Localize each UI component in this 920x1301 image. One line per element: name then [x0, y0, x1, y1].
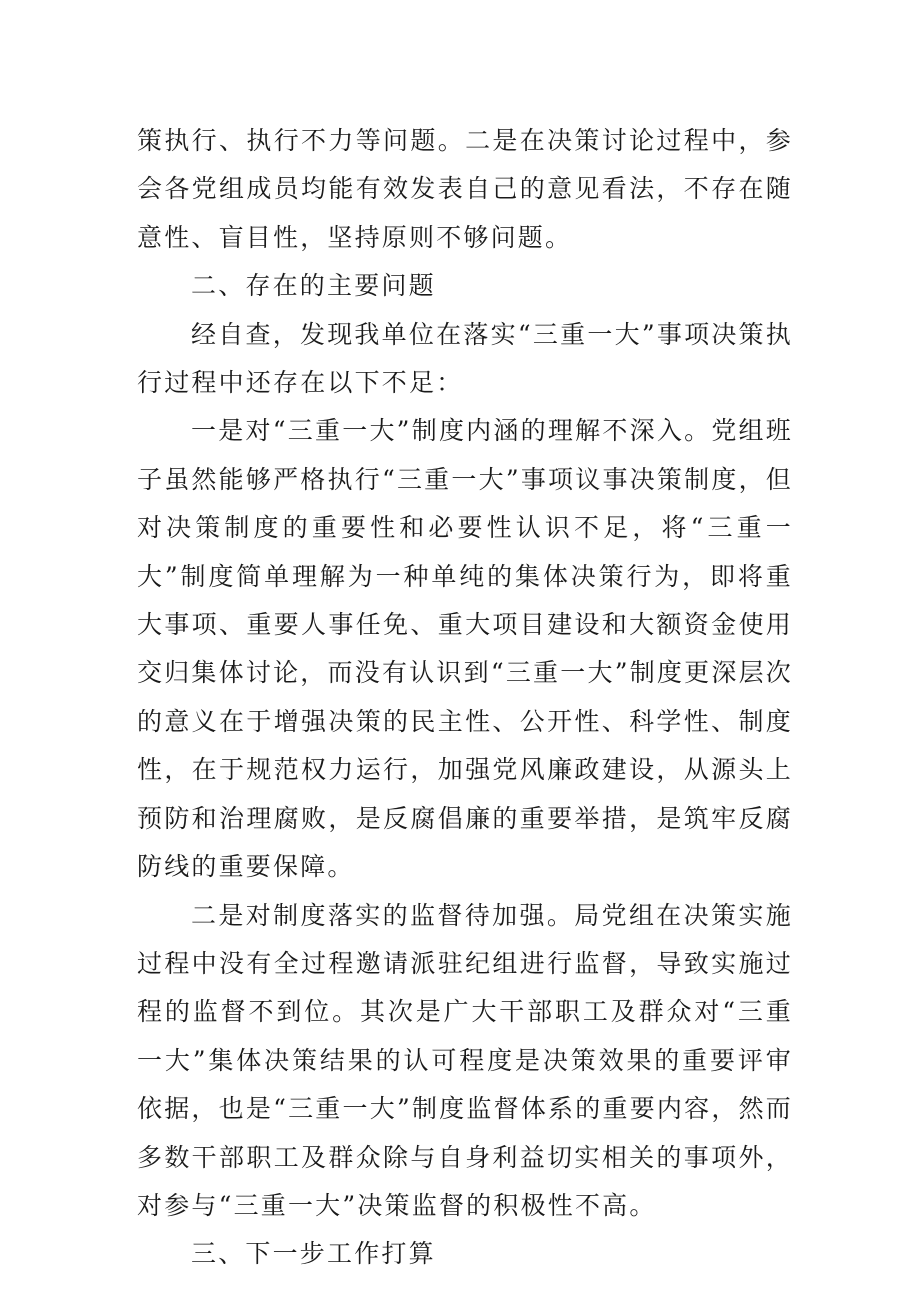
- document-body: [137, 117, 793, 1279]
- section-heading-problems: 二、存在的主要问题: [191, 271, 436, 301]
- paragraph-self-check: 经自查，发现我单位在落实“三重一大”事项决策执行过程中还存在以下不足：: [137, 319, 793, 398]
- paragraph-issue-two: 二是对制度落实的监督待加强。局党组在决策实施过程中没有全过程邀请派驻纪组进行监督，导致实施过程的监督不到位。其次是广大干部职工及群众对“三重一大”集体决策结果的认可程度是决策效果的重要评审依据，也是“三重一大”制度监督体系的重要内容，然而多数干部职工及群众除与自身利益切实相关的事项外，对参与“三重一大”决策监督的积极性不高。: [137, 900, 793, 1220]
- continuation-paragraph: 策执行、执行不力等问题。二是在决策讨论过程中，参会各党组成员均能有效发表自己的意见看法，不存在随意性、盲目性，坚持原则不够问题。: [137, 126, 793, 252]
- paragraph-issue-one: 一是对“三重一大”制度内涵的理解不深入。党组班子虽然能够严格执行“三重一大”事项议事决策制度，但对决策制度的重要性和必要性认识不足，将“三重一大”制度简单理解为一种单纯的集体决策行为，即将重大事项、重要人事任免、重大项目建设和大额资金使用交归集体讨论，而没有认识到“三重一大”制度更深层次的意义在于增强决策的民主性、公开性、科学性、制度性，在于规范权力运行，加强党风廉政建设，从源头上预防和治理腐败，是反腐倡廉的重要举措，是筑牢反腐防线的重要保障。: [137, 416, 793, 882]
- section-heading-next-steps: 三、下一步工作打算: [191, 1239, 436, 1269]
